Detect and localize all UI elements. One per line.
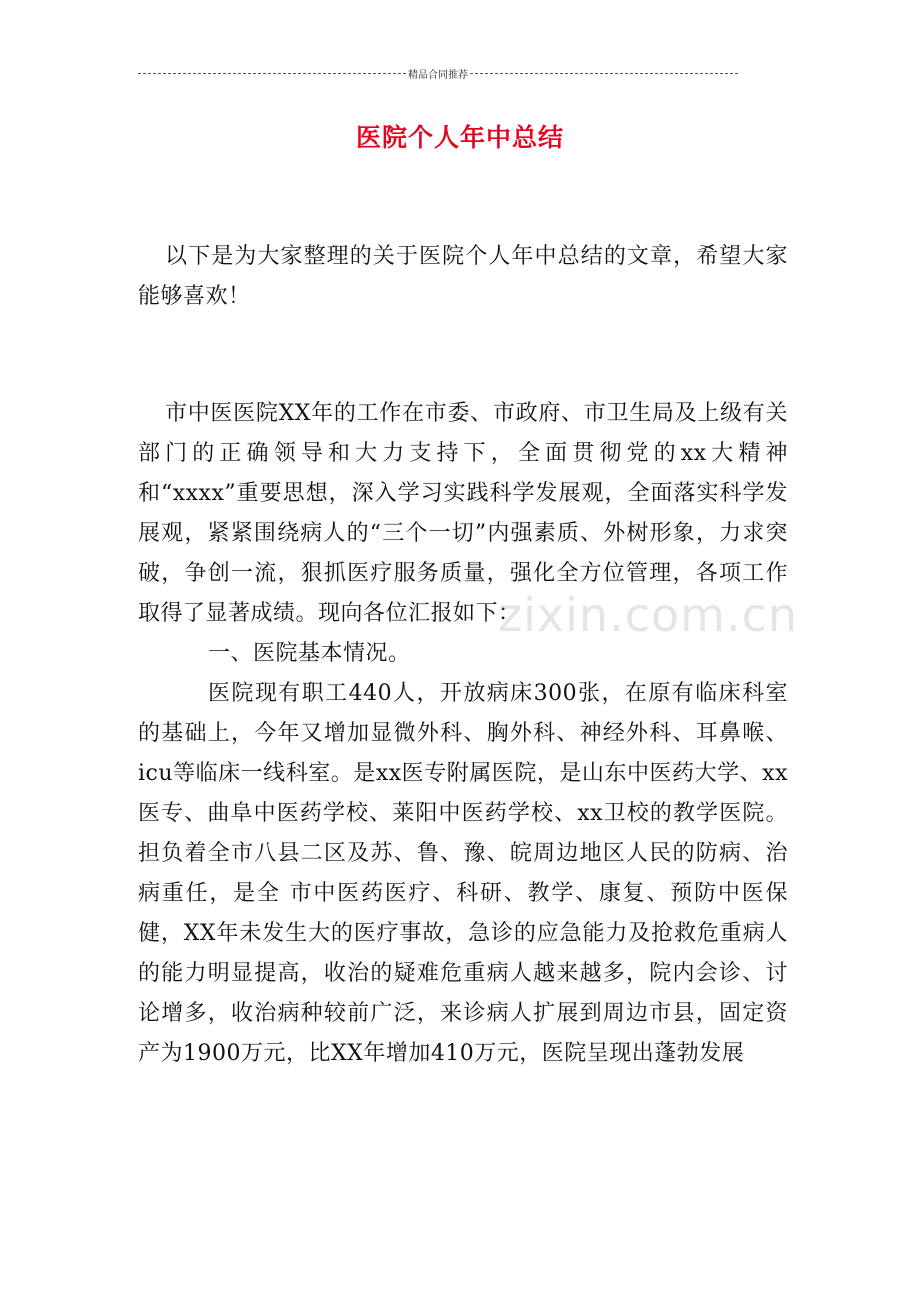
document-title: 医院个人年中总结 [355, 123, 564, 152]
intro-paragraph: 以下是为大家整理的关于医院个人年中总结的文章，希望大家能够喜欢！ [138, 244, 788, 309]
paragraph-gap [138, 317, 788, 394]
header-dash-right [470, 73, 738, 74]
paragraph-1: 市中医医院XX年的工作在市委、市政府、市卫生局及上级有关部门的正确领导和大力支持下，全面贯彻党的xx大精神和“xxxx”重要思想，深入学习实践科学发展观，全面落实科学发展观，紧紧围绕病人的“三个一切”内强素质、外树形象，力求突破，争创一流，狠抓医疗服务质量，强化全方位管理，各项工作取得了显著成绩。现向各位汇报如下： [138, 401, 788, 626]
section-1-heading: 一、医院基本情况。 [208, 641, 411, 666]
header-dash-left [138, 73, 406, 74]
watermark: zixin.com.cn [498, 588, 799, 642]
header-label: 精品合同推荐 [408, 70, 468, 81]
section-1-body: 医院现有职工440人，开放病床300张，在原有临床科室的基础上，今年又增加显微外科、胸外科、神经外科、耳鼻喉、icu等临床一线科室。是xx医专附属医院，是山东中医药大学、xx医专、曲阜中医药学校、莱阳中医药学校、xx卫校的教学医院。担负着全市八县二区及苏、鲁、豫、皖周边地区人民的防病、治病重任，是全 市中医药医疗、科研、教学、康复、预防中医保健，XX年未发生大的医疗事故，急诊的应急能力及抢救危重病人的能力明显提高，收治的疑难危重病人越来越多，院内会诊、讨论增多，收治病种较前广泛，来诊病人扩展到周边市县，固定资产为1900万元，比XX年增加410万元，医院呈现出蓬勃发展 [138, 681, 788, 1066]
document-body [138, 237, 788, 1074]
page-header [138, 66, 738, 81]
